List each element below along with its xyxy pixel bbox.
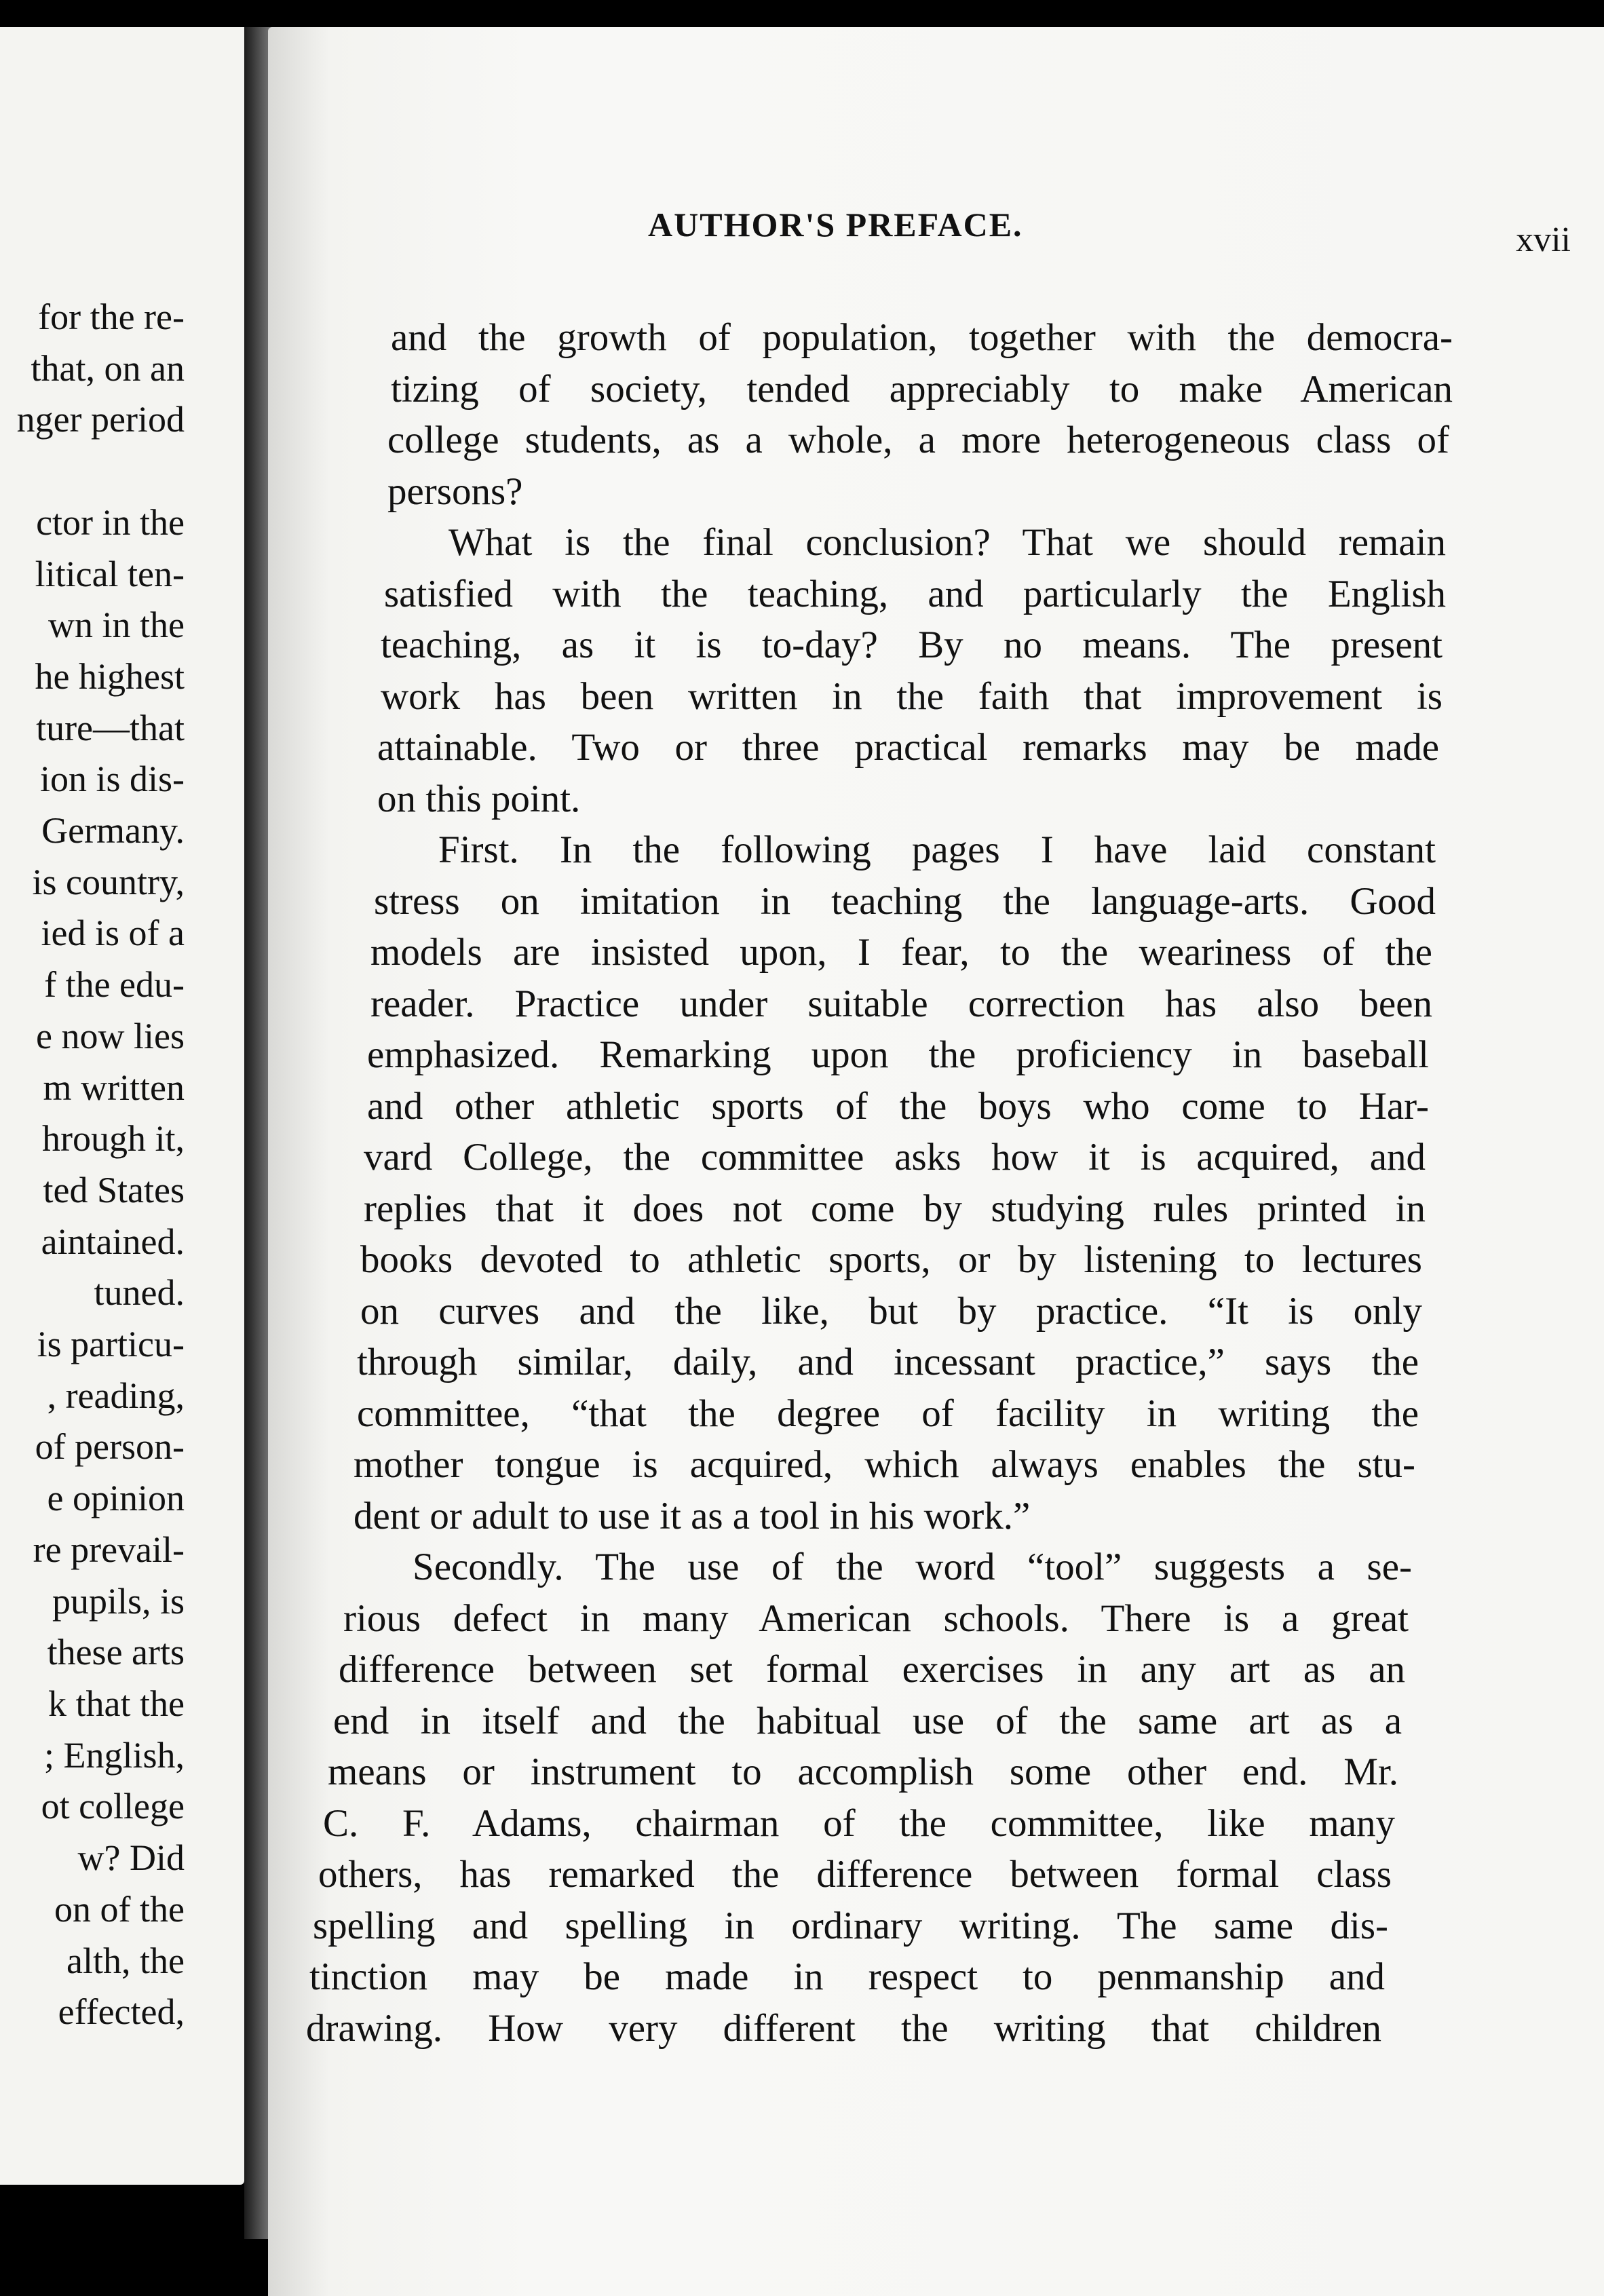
text-line: stress on imitation in teaching the language-arts. Good	[374, 879, 1436, 923]
paragraph-2	[306, 517, 1446, 824]
text-line: books devoted to athletic sports, or by listening to lectures	[360, 1238, 1422, 1281]
text-line: attainable. Two or three practical remarks may be made	[377, 726, 1439, 769]
facing-line: nger period	[16, 399, 185, 440]
facing-line: w? Did	[77, 1837, 185, 1879]
facing-line: he highest	[35, 655, 185, 697]
facing-line: re prevail-	[33, 1529, 185, 1570]
main-page	[268, 27, 1604, 2296]
text-line: on curves and the like, but by practice. “It is only	[360, 1289, 1422, 1333]
facing-line: hrough it,	[42, 1118, 185, 1160]
facing-line: alth, the	[66, 1940, 185, 1981]
text-line: difference between set formal exercises in any art as an	[339, 1648, 1405, 1691]
running-header	[648, 205, 1571, 259]
text-line: dent or adult to use it as a tool in his work.”	[354, 1494, 1031, 1537]
text-line: teaching, as it is to-day? By no means. The present	[381, 624, 1443, 666]
running-head-title: AUTHOR'S PREFACE.	[648, 206, 1023, 244]
facing-line: for the re-	[38, 296, 185, 337]
facing-line: , reading,	[47, 1375, 185, 1416]
text-line: persons?	[387, 470, 523, 513]
text-line: others, has remarked the difference between formal class	[318, 1853, 1392, 1896]
facing-line: e opinion	[47, 1478, 185, 1519]
facing-line: ; English,	[43, 1734, 185, 1776]
text-line: means or instrument to accomplish some other end. Mr.	[328, 1750, 1398, 1793]
facing-line: Germany.	[41, 810, 185, 852]
text-line: rious defect in many American schools. There is a great	[343, 1596, 1409, 1640]
facing-line: of person-	[35, 1426, 185, 1468]
facing-line: ted States	[43, 1169, 185, 1210]
text-line: reader. Practice under suitable correction has also been	[370, 982, 1432, 1025]
text-line: vard College, the committee asks how it is acquired, and	[364, 1136, 1426, 1179]
facing-line: ot college	[41, 1786, 185, 1827]
text-line: satisfied with the teaching, and particularly the English	[384, 572, 1446, 615]
facing-page-left	[0, 27, 244, 2185]
facing-line: tuned.	[94, 1272, 185, 1314]
text-line: on this point.	[377, 777, 581, 820]
text-line: mother tongue is acquired, which always enables the stu-	[354, 1443, 1415, 1486]
facing-line: ion is dis-	[39, 759, 185, 800]
facing-line: is particu-	[37, 1324, 185, 1365]
text-line: college students, as a whole, a more heterogeneous class of	[387, 419, 1449, 461]
text-line: replies that it does not come by studying rules printed in	[364, 1187, 1426, 1230]
facing-line: effected,	[58, 1991, 185, 2033]
text-line: tizing of society, tended appreciably to make American	[391, 367, 1453, 410]
facing-line: ctor in the	[36, 501, 185, 543]
body-text	[306, 312, 1453, 2054]
facing-line: these arts	[47, 1632, 185, 1673]
text-line: and the growth of population, together with the democra-	[391, 316, 1453, 359]
facing-line: that, on an	[31, 347, 185, 389]
facing-line: k that the	[48, 1683, 185, 1724]
facing-line: ied is of a	[41, 913, 185, 954]
paragraph-3	[306, 824, 1436, 1542]
text-line: tinction may be made in respect to penmanship and	[309, 1955, 1385, 1998]
facing-line: ture—that	[36, 707, 185, 748]
text-line: and other athletic sports of the boys who come to Har-	[367, 1084, 1429, 1128]
facing-line: e now lies	[36, 1015, 185, 1056]
text-line: spelling and spelling in ordinary writing. The same dis-	[313, 1904, 1388, 1947]
text-line: work has been written in the faith that improvement is	[381, 674, 1443, 718]
facing-line: litical ten-	[35, 553, 185, 594]
text-line: What is the final conclusion? That we should remain	[448, 521, 1446, 564]
facing-line: f the edu-	[44, 964, 185, 1006]
page-number: xvii	[1516, 221, 1571, 259]
facing-line: aintained.	[41, 1221, 185, 1262]
text-line: committee, “that the degree of facility in writing the	[357, 1392, 1419, 1435]
facing-page-text	[0, 292, 185, 2038]
text-line: emphasized. Remarking upon the proficiency in baseball	[367, 1033, 1429, 1076]
facing-line: m written	[43, 1067, 185, 1108]
text-line: through similar, daily, and incessant practice,” says the	[357, 1341, 1419, 1383]
facing-line: wn in the	[48, 605, 185, 646]
text-line: Secondly. The use of the word “tool” suggests a se-	[413, 1546, 1412, 1588]
text-line: drawing. How very different the writing that children	[306, 2006, 1381, 2050]
facing-line: pupils, is	[52, 1580, 185, 1622]
facing-line: is country,	[32, 861, 185, 902]
paragraph-1	[306, 312, 1453, 517]
paragraph-4	[306, 1542, 1412, 2054]
facing-line: on of the	[54, 1888, 185, 1930]
text-line: First. In the following pages I have laid constant	[438, 828, 1436, 871]
text-line: end in itself and the habitual use of the same art as a	[333, 1699, 1402, 1742]
facing-line	[0, 446, 185, 497]
text-line: models are insisted upon, I fear, to the weariness of the	[370, 931, 1432, 974]
text-line: C. F. Adams, chairman of the committee, like many	[323, 1801, 1395, 1845]
